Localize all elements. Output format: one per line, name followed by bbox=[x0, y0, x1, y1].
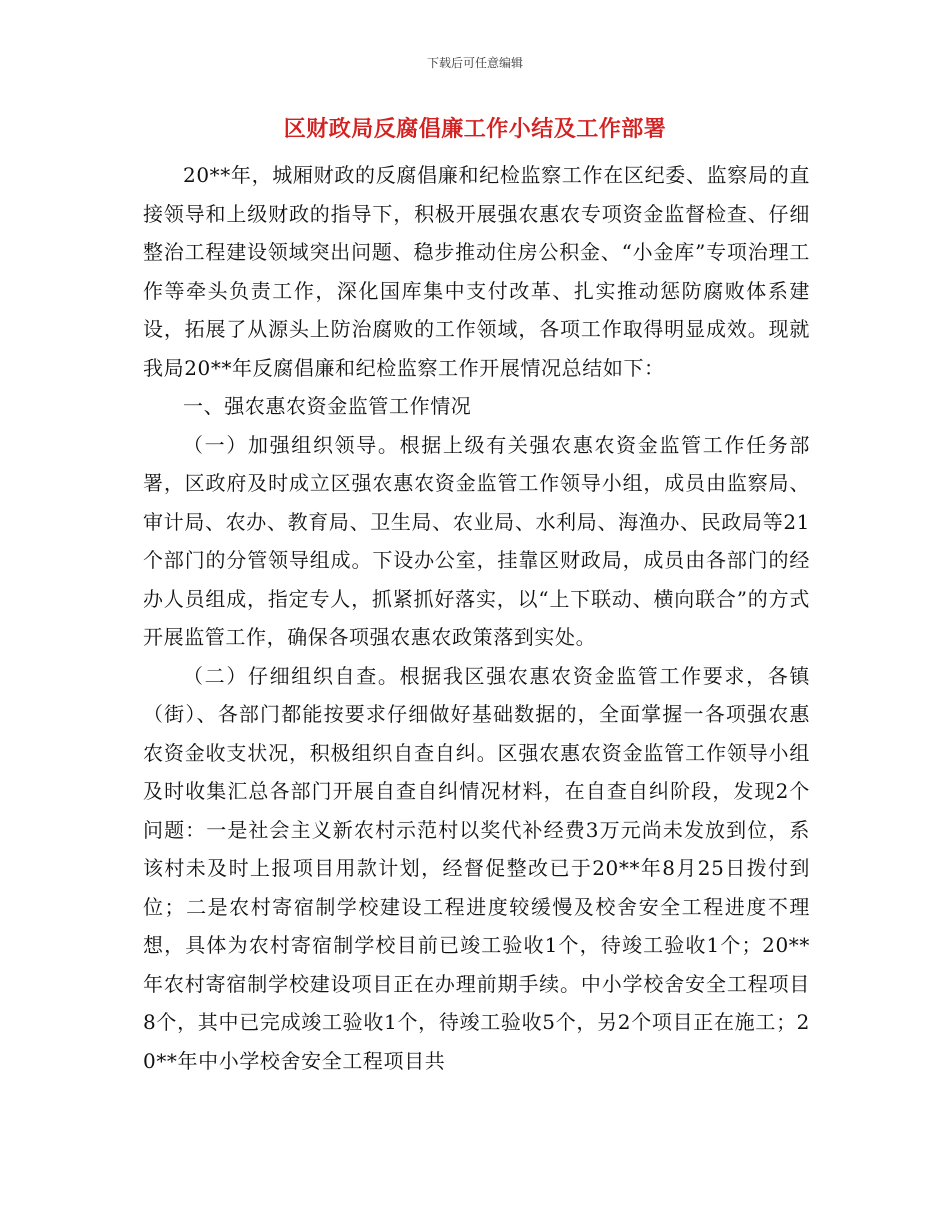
header-note: 下载后可任意编辑 bbox=[426, 56, 523, 70]
document-body bbox=[143, 156, 810, 1080]
intro-paragraph: 20**年，城厢财政的反腐倡廉和纪检监察工作在区纪委、监察局的直接领导和上级财政的指导下，积极开展强农惠农专项资金监督检查、仔细整治工程建设领域突出问题、稳步推动住房公积金、“小金库”专项治理工作等牵头负责工作，深化国库集中支付改革、扎实推动惩防腐败体系建设，拓展了从源头上防治腐败的工作领域，各项工作取得明显成效。现就我局20**年反腐倡廉和纪检监察工作开展情况总结如下： bbox=[143, 163, 810, 380]
subsection-paragraph-2: （二）仔细组织自查。根据我区强农惠农资金监管工作要求，各镇（街）、各部门都能按要求仔细做好基础数据的，全面掌握一各项强农惠农资金收支状况，积极组织自查自纠。区强农惠农资金监管工作领导小组及时收集汇总各部门开展自查自纠情况材料，在自查自纠阶段，发现2个问题：一是社会主义新农村示范村以奖代补经费3万元尚未发放到位，系该村未及时上报项目用款计划，经督促整改已于20**年8月25日拨付到位；二是农村寄宿制学校建设工程进度较缓慢及校舍安全工程进度不理想，具体为农村寄宿制学校目前已竣工验收1个，待竣工验收1个；20**年农村寄宿制学校建设项目正在办理前期手续。中小学校舍安全工程项目8个，其中已完成竣工验收1个，待竣工验收5个，另2个项目正在施工；20**年中小学校舍安全工程项目共 bbox=[143, 663, 810, 1073]
document-title: 区财政局反腐倡廉工作小结及工作部署 bbox=[283, 117, 667, 142]
subsection-paragraph-1: （一）加强组织领导。根据上级有关强农惠农资金监管工作任务部署，区政府及时成立区强农惠农资金监管工作领导小组，成员由监察局、审计局、农办、教育局、卫生局、农业局、水利局、海渔办、民政局等21个部门的分管领导组成。下设办公室，挂靠区财政局，成员由各部门的经办人员组成，指定专人，抓紧抓好落实，以“上下联动、横向联合”的方式开展监管工作，确保各项强农惠农政策落到实处。 bbox=[143, 432, 810, 649]
section-heading: 一、强农惠农资金监管工作情况 bbox=[183, 394, 472, 418]
